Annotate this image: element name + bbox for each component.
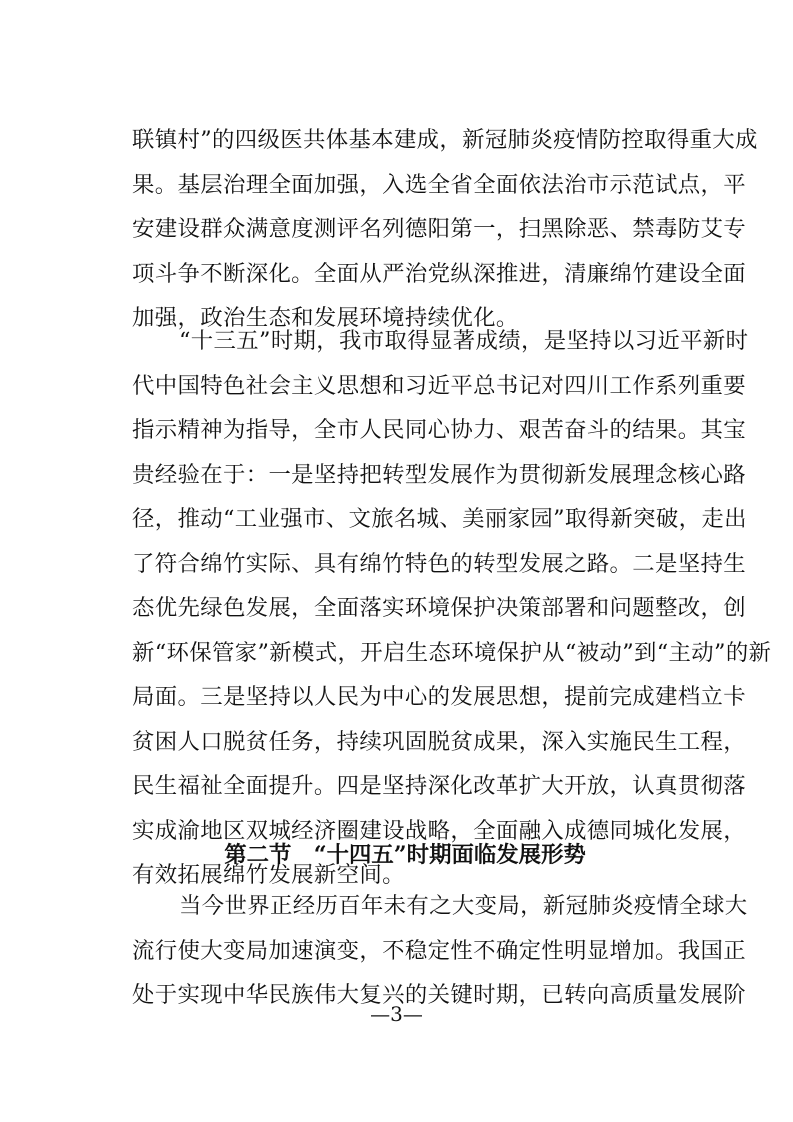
section-heading: 第二节 “十四五”时期面临发展形势 <box>224 842 586 868</box>
page-number: —3— <box>370 1002 423 1026</box>
text-line: 果。基层治理全面加强，入选全省全面依法治市示范试点，平 <box>132 171 746 198</box>
text-line: 加强，政治生态和发展环境持续优化。 <box>132 305 519 331</box>
text-line: 安建设群众满意度测评名列德阳第一，扫黑除恶、禁毒防艾专 <box>132 216 746 242</box>
text-line: 处于实现中华民族伟大复兴的关键时期，已转向高质量发展阶 <box>132 982 746 1008</box>
text-line: 有效拓展绵竹发展新空间。 <box>132 862 405 888</box>
text-line: 民生福祉全面提升。四是坚持深化改革扩大开放，认真贯彻落 <box>132 773 746 799</box>
text-line: 联镇村”的四级医共体基本建成，新冠肺炎疫情防控取得重大成 <box>132 127 758 153</box>
text-line: 局面。三是坚持以人民为中心的发展思想，提前完成建档立卡 <box>132 684 746 710</box>
text-line: “十三五”时期，我市取得显著成绩，是坚持以习近平新时 <box>179 328 749 354</box>
text-line: 指示精神为指导，全市人民同心协力、艰苦奋斗的结果。其宝 <box>132 417 746 443</box>
text-line: 贫困人口脱贫任务，持续巩固脱贫成果，深入实施民生工程， <box>132 728 746 755</box>
text-line: 了符合绵竹实际、具有绵竹特色的转型发展之路。二是坚持生 <box>132 550 746 577</box>
text-line: 项斗争不断深化。全面从严治党纵深推进，清廉绵竹建设全面 <box>132 260 746 287</box>
text-line: 贵经验在于：一是坚持把转型发展作为贯彻新发展理念核心路 <box>132 461 746 488</box>
text-line: 径，推动“工业强市、文旅名城、美丽家园”取得新突破，走出 <box>132 506 747 532</box>
text-line: 新“环保管家”新模式，开启生态环境保护从“被动”到“主动”的新 <box>132 639 772 666</box>
paragraph-2 <box>132 319 772 898</box>
text-line: 流行使大变局加速演变，不稳定性不确定性明显增加。我国正 <box>132 937 746 964</box>
text-line: 实成渝地区双城经济圈建设战略，全面融入成德同城化发展， <box>132 817 746 844</box>
text-line: 当今世界正经历百年未有之大变局，新冠肺炎疫情全球大 <box>179 893 748 919</box>
text-line: 态优先绿色发展，全面落实环境保护决策部署和问题整改，创 <box>132 595 746 621</box>
text-line: 代中国特色社会主义思想和习近平总书记对四川工作系列重要 <box>132 372 746 399</box>
paragraph-3 <box>132 884 748 1018</box>
